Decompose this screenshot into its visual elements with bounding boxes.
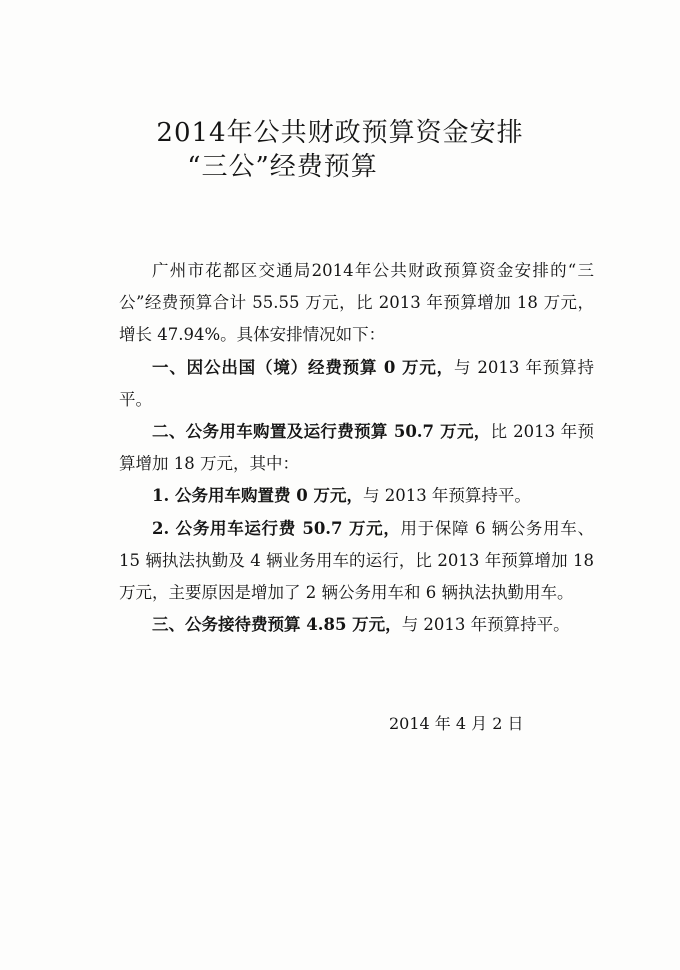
- paragraph-text: 与 2013 年预算持平。: [401, 615, 570, 635]
- paragraph-lead: 1. 公务用车购置费 0 万元，: [152, 486, 363, 506]
- paragraph-vehicle-operation: [119, 513, 594, 610]
- paragraph-lead: 二、公务用车购置及运行费预算 50.7 万元，: [152, 422, 491, 442]
- paragraph-text: 用于保障 6 辆公务用车、15 辆执法执勤及 4 辆业务用车的运行，比 2013 年预算增加 18 万元，主要原因是增加了 2 辆公务用车和 6 辆执法执勤用车。: [119, 518, 594, 603]
- paragraph-vehicle-purchase: [119, 480, 594, 512]
- paragraph-text: 与 2013 年预算持平。: [362, 486, 531, 506]
- paragraph-reception: [119, 609, 594, 641]
- paragraph-vehicles: [119, 416, 594, 480]
- paragraph-text: 比 2013 年预算增加 18 万元，其中：: [119, 422, 594, 474]
- paragraph-lead: 一、因公出国（境）经费预算 0 万元，: [152, 357, 454, 377]
- paragraph-lead: 三、公务接待费预算 4.85 万元，: [152, 615, 402, 635]
- paragraph-overseas-travel: [119, 352, 594, 416]
- paragraph-text: 与 2013 年预算持平。: [119, 357, 594, 409]
- document-title-line-2: “三公”经费预算: [187, 152, 378, 182]
- document-date: 2014 年 4 月 2 日: [389, 714, 524, 733]
- document-body: [119, 255, 594, 641]
- paragraph-text: 广州市花都区交通局2014年公共财政预算资金安排的“三公”经费预算合计 55.55 万元，比 2013 年预算增加 18 万元，增长 47.94%。具体安排情况如下：: [119, 261, 594, 345]
- paragraph-lead: 2. 公务用车运行费 50.7 万元，: [152, 518, 401, 538]
- document-title-line-1: 2014年公共财政预算资金安排: [156, 118, 524, 148]
- paragraph-intro: [119, 255, 594, 352]
